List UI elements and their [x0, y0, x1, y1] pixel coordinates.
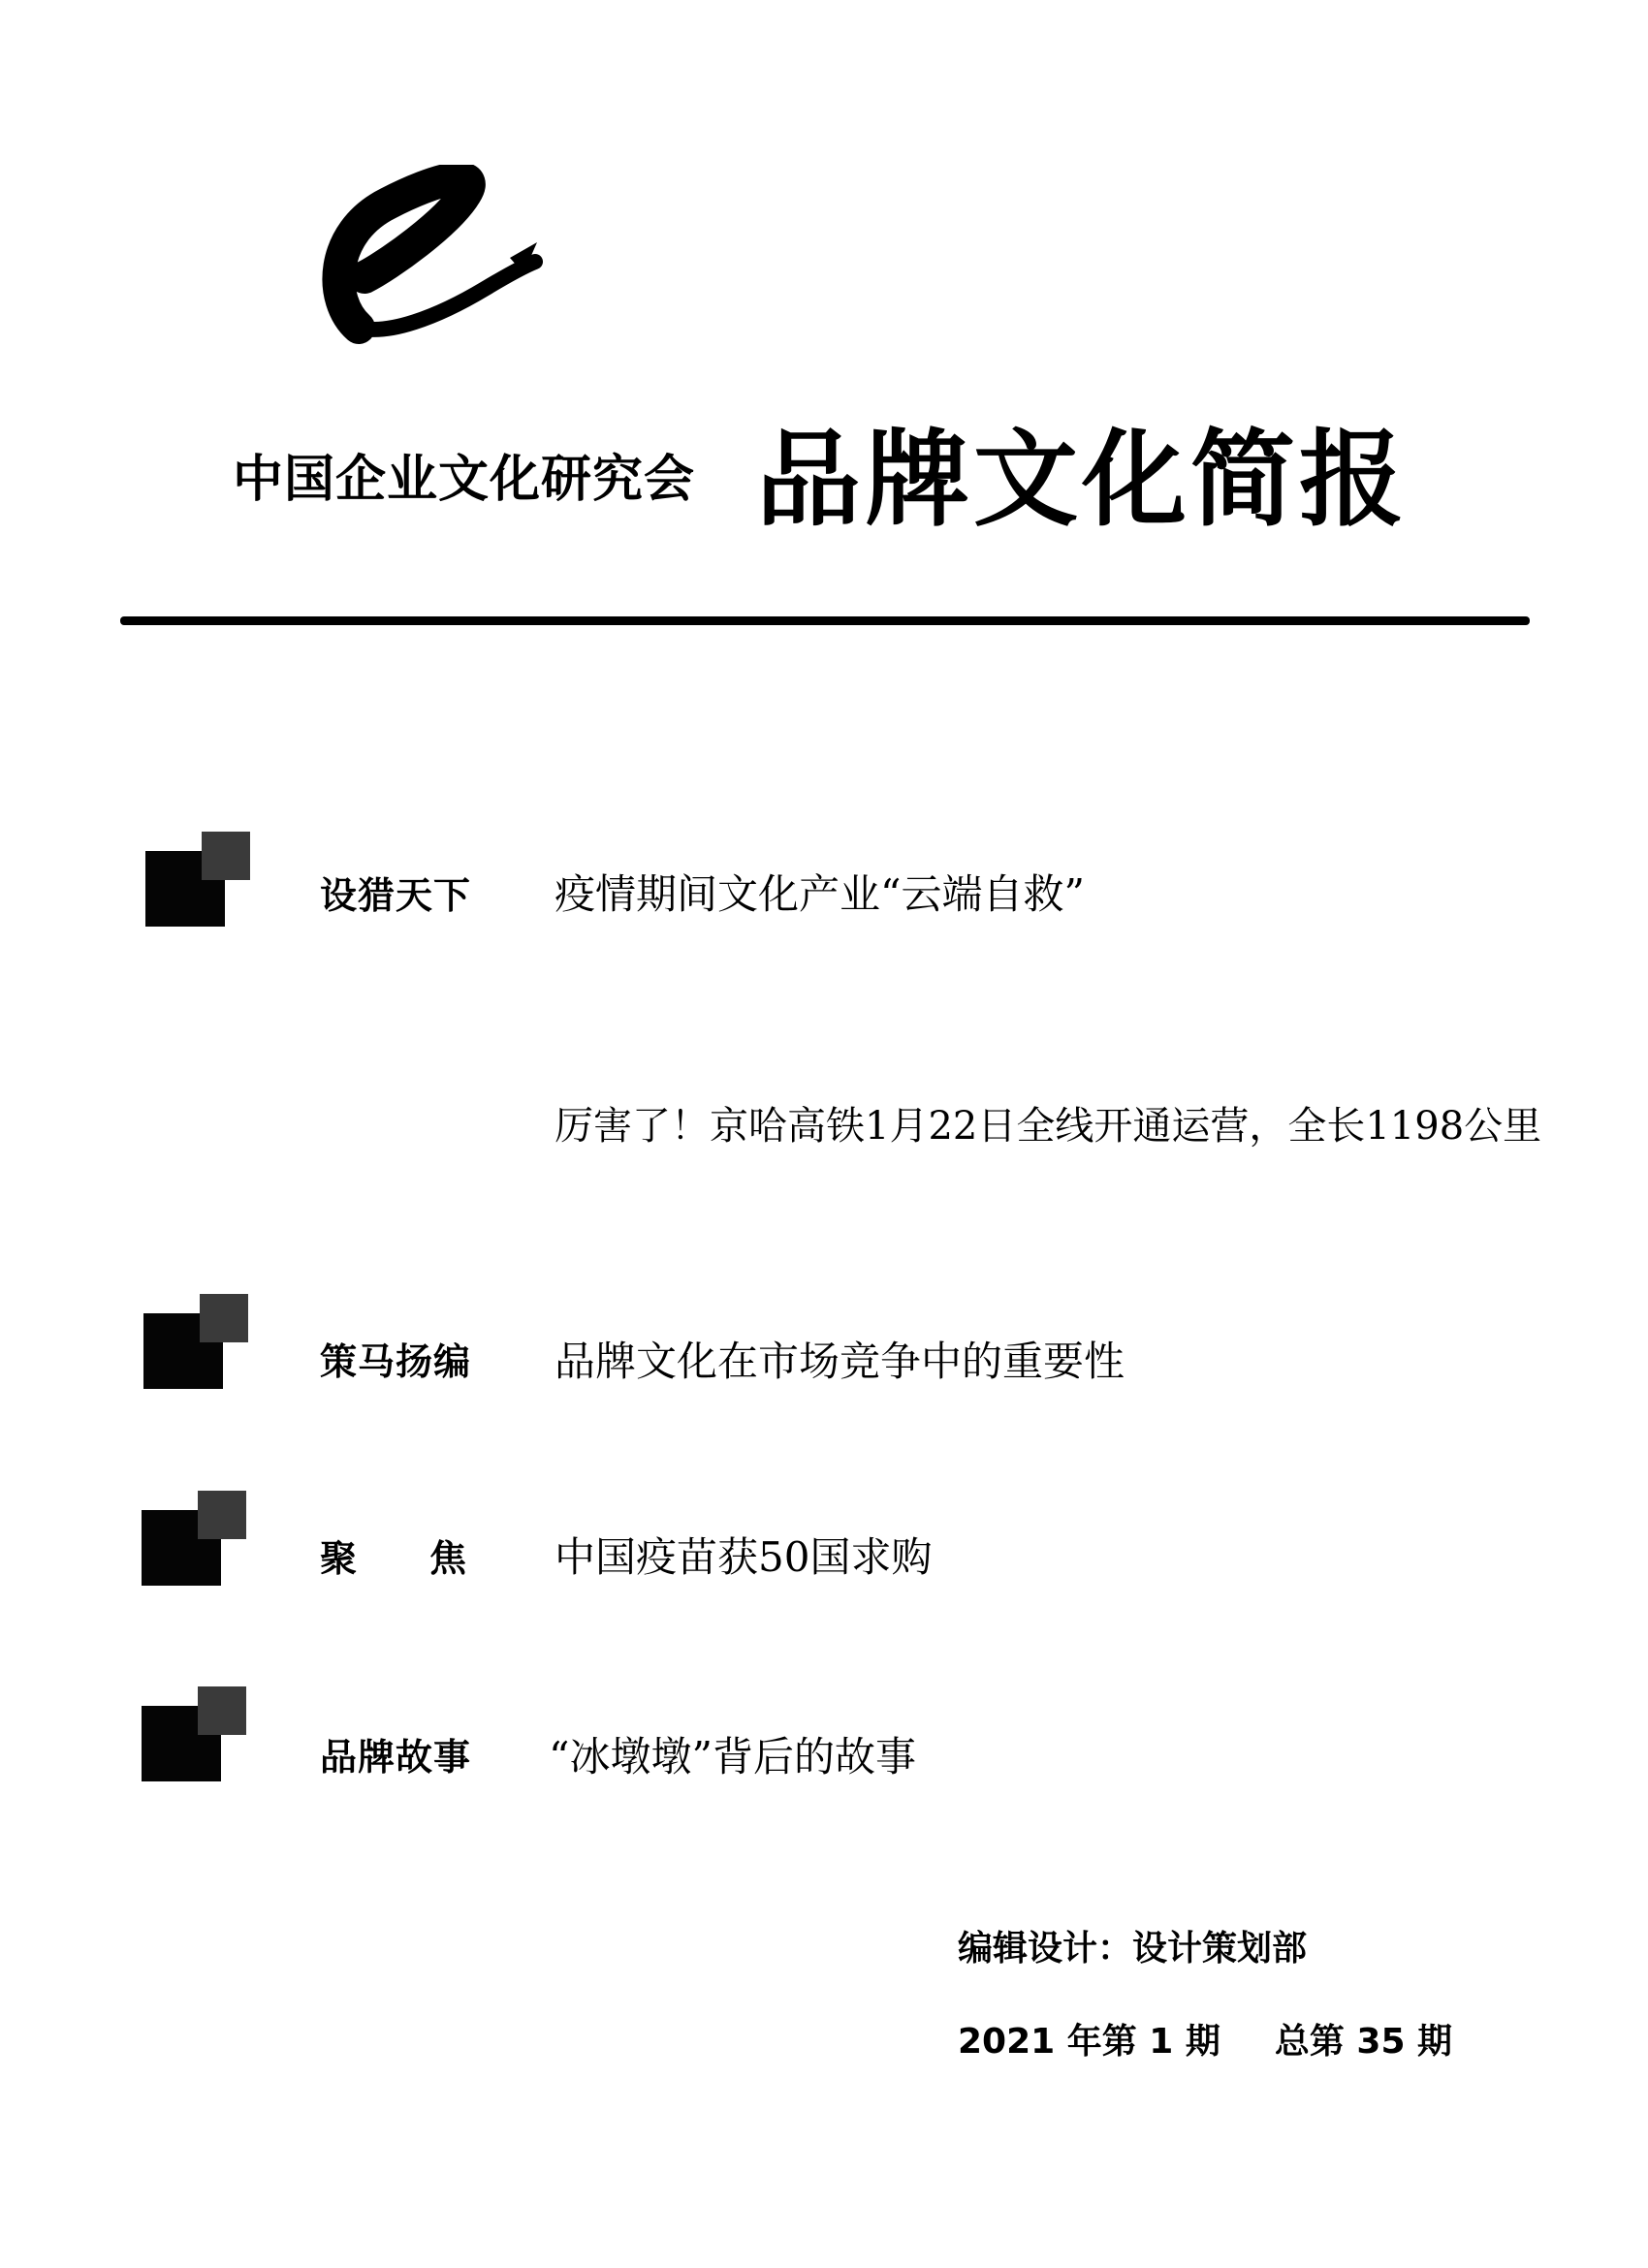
bulletin-title: 品牌文化简报 [756, 420, 1409, 541]
header-divider [120, 616, 1530, 625]
cursive-e-logo-icon [320, 165, 543, 349]
headline: 品牌文化在市场竞争中的重要性 [555, 1338, 1125, 1385]
section-marker-icon [142, 1686, 248, 1781]
section-label-char: 焦 [428, 1536, 467, 1580]
headline: 中国疫苗获50国求购 [555, 1533, 933, 1581]
section-label: 策马扬编 [320, 1339, 472, 1383]
total-issue-number: 总第 35 期 [1274, 2022, 1453, 2062]
section-label [320, 1528, 467, 1582]
headline: “冰墩墩”背后的故事 [549, 1733, 916, 1780]
section-marker-icon [145, 832, 252, 927]
section-label-char: 聚 [320, 1536, 359, 1580]
section-marker-icon [143, 1294, 250, 1389]
organization-name: 中国企业文化研究会 [233, 450, 696, 509]
issue-line [958, 2014, 1452, 2063]
section-label: 品牌故事 [320, 1735, 472, 1779]
section-label: 设猎天下 [320, 873, 472, 917]
section-marker-icon [142, 1491, 248, 1586]
editor-credit: 编辑设计：设计策划部 [958, 1929, 1308, 1969]
headline: 厉害了！京哈高铁1月22日全线开通运营，全长1198公里 [555, 1104, 1542, 1149]
issue-number: 2021 年第 1 期 [958, 2022, 1220, 2062]
headline: 疫情期间文化产业“云端自救” [555, 870, 1085, 918]
